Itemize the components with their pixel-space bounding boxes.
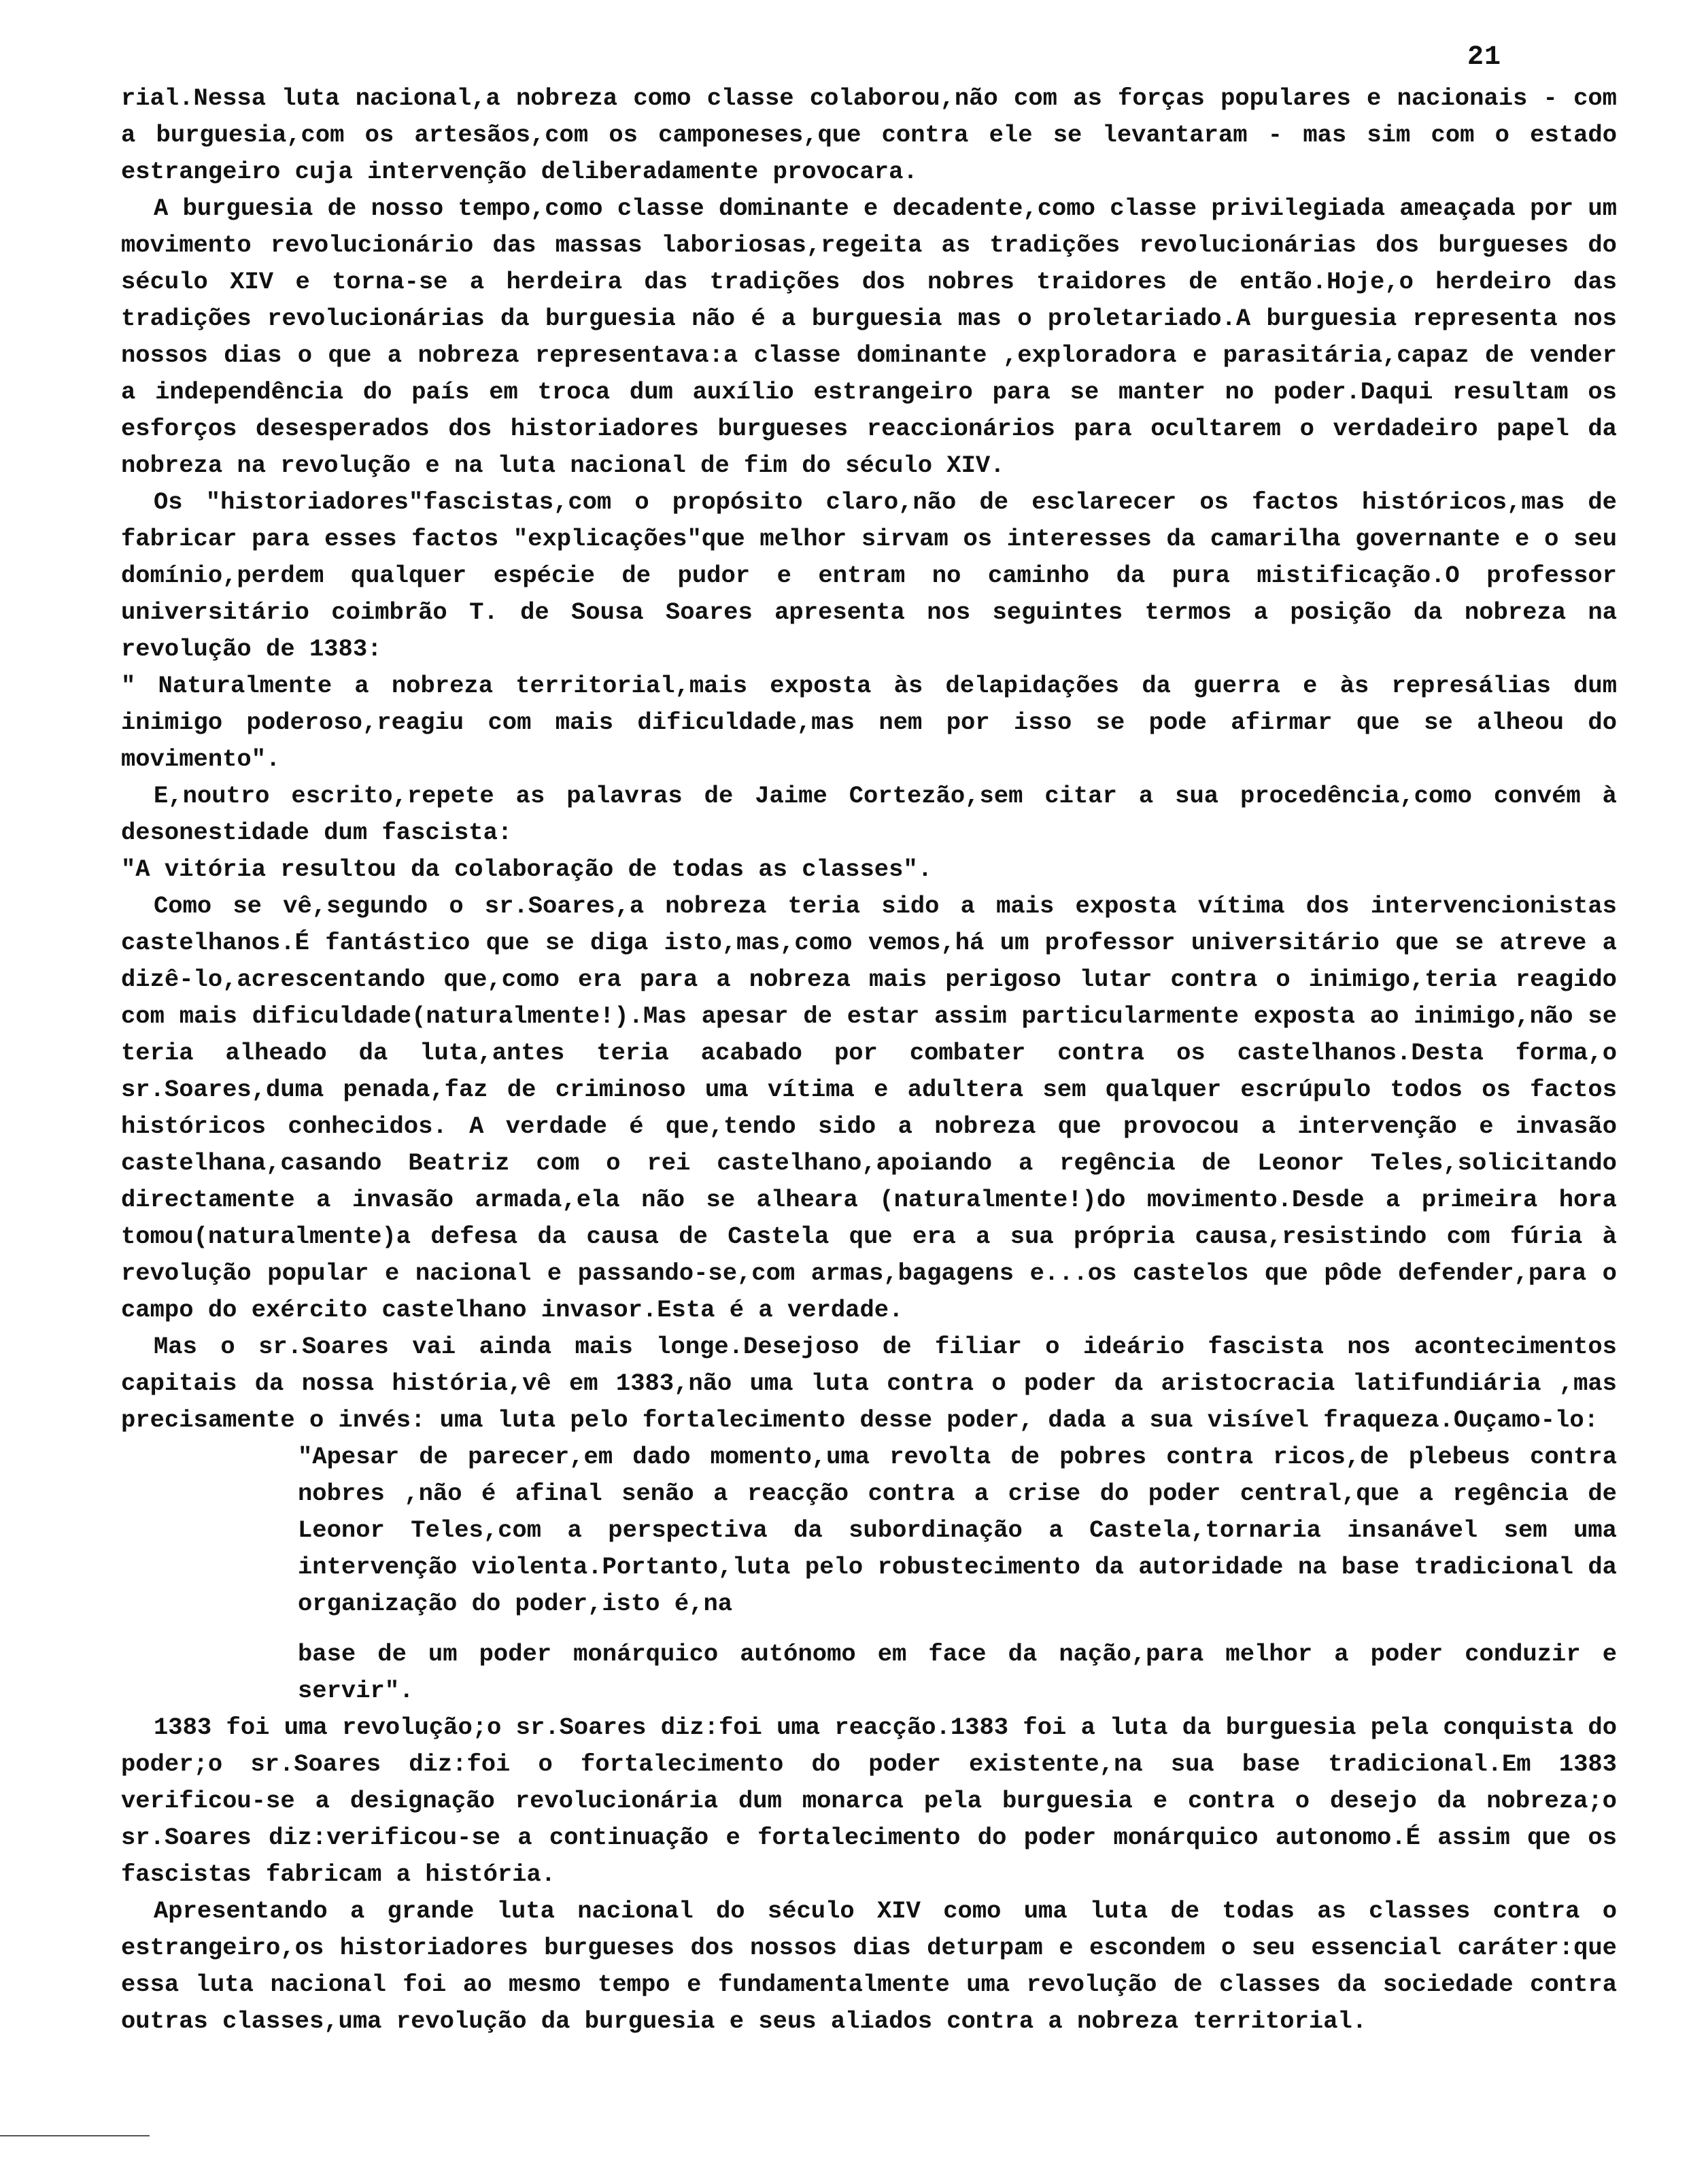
quotation-3-part-2: base de um poder monárquico autónomo em face da nação,para melhor a poder conduzir e servir". bbox=[298, 1640, 1617, 1705]
quotation-1: " Naturalmente a nobreza territorial,mais exposta às delapidações da guerra e às represálias dum inimigo poderoso,reagiu com mais dificuldade,mas nem por isso se pode afirmar que se alheou do movimento". bbox=[121, 672, 1617, 773]
paragraph-4: E,noutro escrito,repete as palavras de Jaime Cortezão,sem citar a sua procedência,como convém à desonestidade dum fascista: bbox=[121, 782, 1617, 847]
paragraph-2: A burguesia de nosso tempo,como classe dominante e decadente,como classe privilegiada ameaçada por um movimento revolucionário das massas laboriosas,regeita as tradições revolucionárias dos burgueses do século XIV e torna-se a herdeira das tradições dos nobres traidores de então.Hoje,o herdeiro das tradições revolucionárias da burguesia não é a burguesia mas o proletariado.A burguesia representa nos nossos dias o que a nobreza representava:a classe dominante ,exploradora e parasitária,capaz de vender a independência do país em troca dum auxílio estrangeiro para se manter no poder.Daqui resultam os esforços desesperados dos historiadores burgueses reaccionários para ocultarem o verdadeiro papel da nobreza na revolução e na luta nacional de fim do século XIV. bbox=[121, 194, 1617, 479]
quotation-2: "A vitória resultou da colaboração de todas as classes". bbox=[121, 855, 932, 883]
quotation-3-part-1: "Apesar de parecer,em dado momento,uma revolta de pobres contra ricos,de plebeus contra nobres ,não é afinal senão a reacção contra a crise do poder central,que a regência de Leonor Teles,com a perspectiva da subordinação a Castela,tornaria insanável sem uma intervenção violenta.Portanto,luta pelo robustecimento da autoridade na base tradicional da organização do poder,isto é,na bbox=[298, 1443, 1617, 1618]
paragraph-1: rial.Nessa luta nacional,a nobreza como classe colaborou,não com as forças populares e nacionais - com a burguesia,com os artesãos,com os camponeses,que contra ele se levantaram - mas sim com o estado estrangeiro cuja intervenção deliberadamente provocara. bbox=[121, 84, 1617, 186]
paragraph-5: Como se vê,segundo o sr.Soares,a nobreza teria sido a mais exposta vítima dos intervencionistas castelhanos.É fantástico que se diga isto,mas,como vemos,há um professor universitário que se atreve a dizê-lo,acrescentando que,como era para a nobreza mais perigoso lutar contra o inimigo,teria reagido com mais dificuldade(naturalmente!).Mas apesar de estar assim particularmente exposta ao inimigo,não se teria alheado da luta,antes teria acabado por combater contra os castelhanos.Desta forma,o sr.Soares,duma penada,faz de criminoso uma vítima e adultera sem qualquer escrúpulo todos os factos históricos conhecidos. A verdade é que,tendo sido a nobreza que provocou a intervenção e invasão castelhana,casando Beatriz com o rei castelhano,apoiando a regência de Leonor Teles,solicitando directamente a invasão armada,ela não se alheara (naturalmente!)do movimento.Desde a primeira hora tomou(naturalmente)a defesa da causa de Castela que era a sua própria causa,resistindo com fúria à revolução popular e nacional e passando-se,com armas,bagagens e...os castelos que pôde defender,para o campo do exército castelhano invasor.Esta é a verdade. bbox=[121, 892, 1617, 1324]
body-text bbox=[121, 80, 1617, 2040]
paragraph-7: 1383 foi uma revolução;o sr.Soares diz:foi uma reacção.1383 foi a luta da burguesia pela conquista do poder;o sr.Soares diz:foi o fortalecimento do poder existente,na sua base tradicional.Em 1383 verificou-se a designação revolucionária dum monarca pela burguesia e contra o desejo da nobreza;o sr.Soares diz:verificou-se a continuação e fortalecimento do poder monárquico autonomo.É assim que os fascistas fabricam a história. bbox=[121, 1714, 1617, 1888]
paragraph-3: Os "historiadores"fascistas,com o propósito claro,não de esclarecer os factos históricos,mas de fabricar para esses factos "explicações"que melhor sirvam os interesses da camarilha governante e o seu domínio,perdem qualquer espécie de pudor e entram no caminho da pura mistificação.O professor universitário coimbrão T. de Sousa Soares apresenta nos seguintes termos a posição da nobreza na revolução de 1383: bbox=[121, 488, 1617, 663]
bottom-rule bbox=[0, 2135, 150, 2136]
page-number: 21 bbox=[1467, 42, 1502, 73]
quotation-3 bbox=[298, 1439, 1617, 1709]
paragraph-6: Mas o sr.Soares vai ainda mais longe.Desejoso de filiar o ideário fascista nos acontecimentos capitais da nossa história,vê em 1383,não uma luta contra o poder da aristocracia latifundiária ,mas precisamente o invés: uma luta pelo fortalecimento desse poder, dada a sua visível fraqueza.Ouçamo-lo: bbox=[121, 1333, 1617, 1434]
paragraph-8: Apresentando a grande luta nacional do século XIV como uma luta de todas as classes contra o estrangeiro,os historiadores burgueses dos nossos dias deturpam e escondem o seu essencial caráter:que essa luta nacional foi ao mesmo tempo e fundamentalmente uma revolução de classes da sociedade contra outras classes,uma revolução da burguesia e seus aliados contra a nobreza territorial. bbox=[121, 1897, 1617, 2035]
